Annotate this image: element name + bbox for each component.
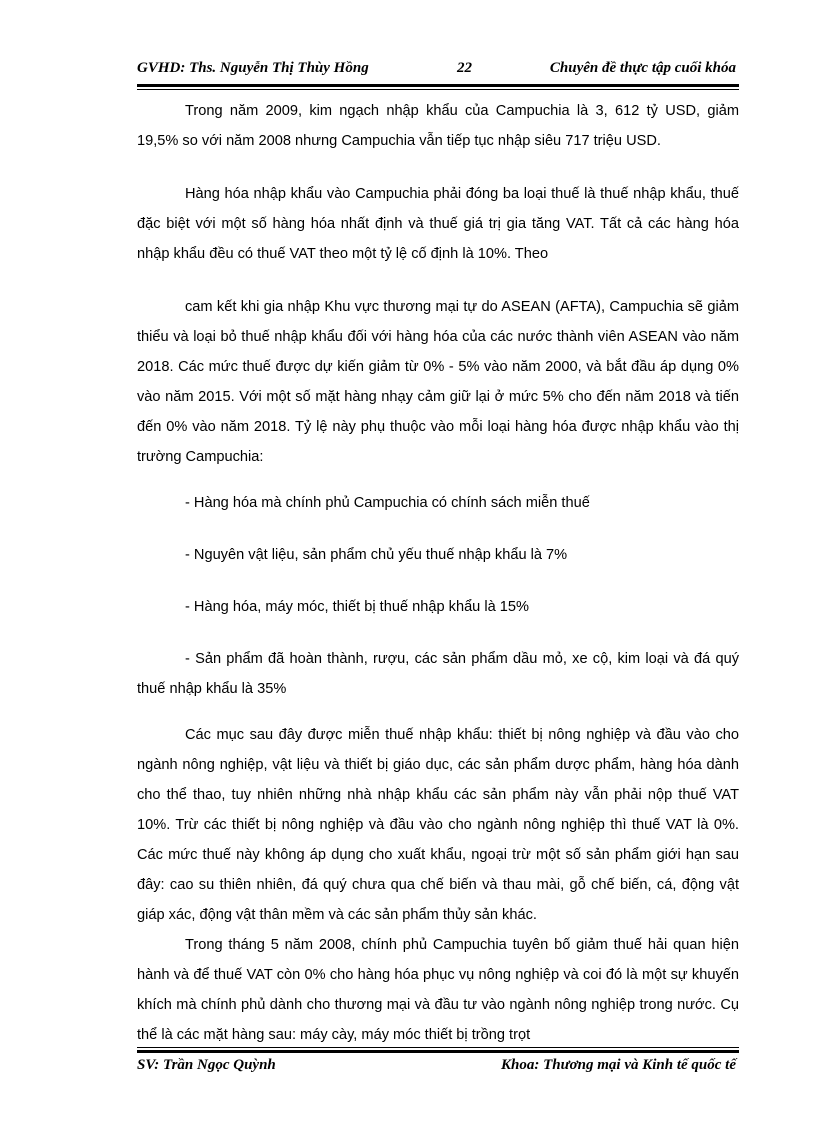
document-body bbox=[137, 96, 739, 1050]
paragraph-exempt-items: Các mục sau đây được miễn thuế nhập khẩu: thiết bị nông nghiệp và đầu vào cho ngành nông nghiệp, vật liệu và thiết bị giáo dục, các sản phẩm dược phẩm, hàng hóa dành cho thể thao, tuy nhiên những nhà nhập khẩu các sản phẩm này vẫn phải nộp thuế VAT 10%. Trừ các thiết bị nông nghiệp và đầu vào cho ngành nông nghiệp thì thuế VAT là 0%. Các mức thuế này không áp dụng cho xuất khẩu, ngoại trừ một số sản phẩm giới hạn sau đây: cao su thiên nhiên, đá quý chưa qua chế biến và thau mài, gỗ chế biến, cá, động vật giáp xác, động vật thân mềm và các sản phẩm thủy sản khác. bbox=[137, 727, 739, 923]
footer-rule-thin bbox=[137, 1047, 739, 1048]
supervisor-label: GVHD: Ths. Nguyễn Thị Thùy Hồng bbox=[137, 60, 369, 76]
page-number: 22 bbox=[457, 60, 472, 76]
page-header bbox=[137, 60, 738, 82]
bullet-finished-products-rate: - Sản phẩm đã hoàn thành, rượu, các sản phẩm dầu mỏ, xe cộ, kim loại và đá quý thuế nhập khẩu là 35% bbox=[137, 651, 739, 697]
bullet-raw-materials-rate: - Nguyên vật liệu, sản phẩm chủ yếu thuế nhập khẩu là 7% bbox=[185, 547, 568, 563]
student-label: SV: Trần Ngọc Quỳnh bbox=[137, 1057, 276, 1073]
paragraph-afta-commitment: cam kết khi gia nhập Khu vực thương mại tự do ASEAN (AFTA), Campuchia sẽ giảm thiểu và loại bỏ thuế nhập khẩu đối với hàng hóa của các nước thành viên ASEAN vào năm 2018. Các mức thuế được dự kiến giảm từ 0% - 5% vào năm 2000, và bắt đầu áp dụng 0% vào năm 2015. Với một số mặt hàng nhạy cảm giữ lại ở mức 5% cho đến năm 2018 và tiến đến 0% vào năm 2018. Tỷ lệ này phụ thuộc vào mỗi loại hàng hóa được nhập khẩu vào thị trường Campuchia: bbox=[137, 299, 739, 465]
footer-rule-thick bbox=[137, 1050, 739, 1053]
header-rule-thick bbox=[137, 84, 739, 87]
paragraph-import-2009: Trong năm 2009, kim ngạch nhập khẩu của Campuchia là 3, 612 tỷ USD, giảm 19,5% so với năm 2008 nhưng Campuchia vẫn tiếp tục nhập siêu 717 triệu USD. bbox=[137, 103, 739, 149]
page-footer bbox=[137, 1057, 738, 1079]
faculty-label: Khoa: Thương mại và Kinh tế quốc tế bbox=[501, 1057, 736, 1073]
bullet-tax-exempt-goods: - Hàng hóa mà chính phủ Campuchia có chính sách miễn thuế bbox=[185, 495, 590, 511]
bullet-machinery-rate: - Hàng hóa, máy móc, thiết bị thuế nhập khẩu là 15% bbox=[185, 599, 529, 615]
paragraph-may-2008: Trong tháng 5 năm 2008, chính phủ Campuchia tuyên bố giảm thuế hải quan hiện hành và để thuế VAT còn 0% cho hàng hóa phục vụ nông nghiệp và coi đó là một sự khuyến khích mà chính phủ dành cho thương mại và đầu tư vào ngành nông nghiệp trong nước. Cụ thể là các mặt hàng sau: máy cày, máy móc thiết bị trồng trọt bbox=[137, 937, 739, 1043]
report-title: Chuyên đề thực tập cuối khóa bbox=[549, 60, 736, 76]
header-rule-thin bbox=[137, 89, 739, 90]
paragraph-import-taxes: Hàng hóa nhập khẩu vào Campuchia phải đóng ba loại thuế là thuế nhập khẩu, thuế đặc biệt với một số hàng hóa nhất định và thuế giá trị gia tăng VAT. Tất cả các hàng hóa nhập khẩu đều có thuế VAT theo một tỷ lệ cố định là 10%. Theo bbox=[137, 186, 739, 262]
